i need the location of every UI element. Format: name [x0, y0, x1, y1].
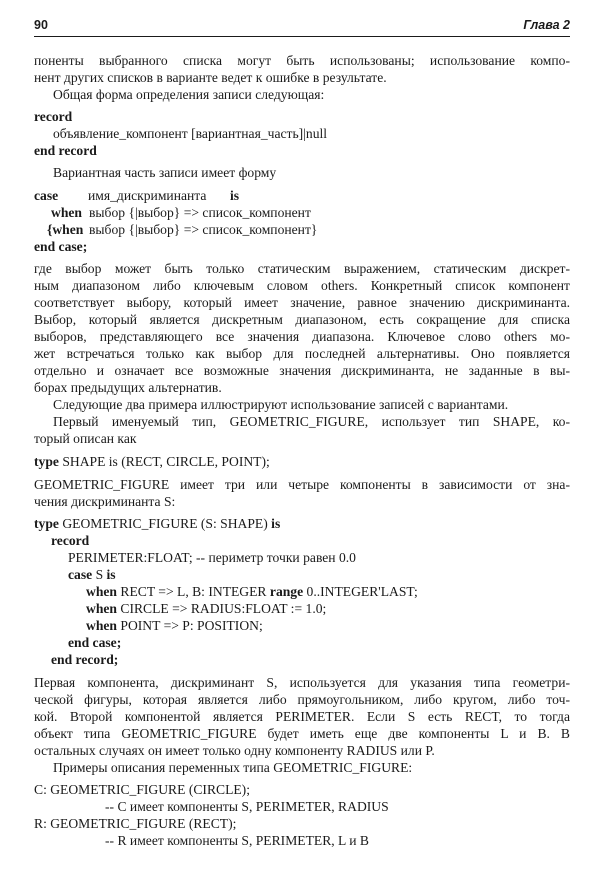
code-line: when POINT => P: POSITION;	[86, 618, 263, 633]
text-line: торый описан как	[34, 431, 137, 446]
text-line: Общая форма определения записи следующая:	[53, 87, 325, 102]
code-line: end case;	[34, 239, 88, 254]
code-line: case имя_дискриминанта is	[34, 188, 240, 203]
code-line: record	[34, 109, 73, 124]
code-line: {when выбор {|выбор} => список_компонент}	[47, 222, 318, 237]
code-line: -- C имеет компоненты S, PERIMETER, RADIUS	[105, 799, 389, 814]
code-line: end record	[34, 143, 97, 158]
text-line: жет встречаться только как выбор для последней альтернативы. Оно появляется	[34, 346, 570, 361]
code-line: end record;	[51, 652, 119, 667]
code-line: end case;	[68, 635, 122, 650]
text-line: объект типа GEOMETRIC_FIGURE будет иметь еще две компоненты L и B. В	[34, 726, 570, 741]
text-line: нент других списков в варианте ведет к ошибке в результате.	[34, 70, 387, 85]
chapter-title: Глава 2	[523, 18, 570, 32]
text-line: Первый именуемый тип, GEOMETRIC_FIGURE, использует тип SHAPE, ко-	[53, 414, 570, 429]
text-line: ным диапазоном либо ключевым словом others. Конкретный список компонент	[34, 278, 570, 293]
code-line: объявление_компонент [вариантная_часть]|null	[53, 126, 328, 141]
text-line: кой. Второй компонентой является PERIMETER. Если S есть RECT, то тогда	[34, 709, 570, 724]
page-number: 90	[34, 18, 48, 32]
code-line: type GEOMETRIC_FIGURE (S: SHAPE) is	[34, 516, 281, 531]
text-line: борах предыдущих альтернатив.	[34, 380, 222, 395]
code-line: when CIRCLE => RADIUS:FLOAT := 1.0;	[86, 601, 327, 616]
text-line: Выбор, который является дискретным диапазоном, есть сокращение для списка	[34, 312, 570, 327]
text-line: чения дискриминанта S:	[34, 494, 176, 509]
text-line: соответствует выбору, который имеет значение, равное значению дискриминанта.	[34, 295, 570, 310]
text-line: ческой фигуры, которая является либо прямоугольником, либо кругом, либо точ-	[34, 692, 570, 707]
text-line: Примеры описания переменных типа GEOMETRIC_FIGURE:	[53, 760, 413, 775]
text-line: остальных случаях он имеет только одну компоненту RADIUS или P.	[34, 743, 435, 758]
code-line: PERIMETER:FLOAT; -- периметр точки равен 0.0	[68, 550, 356, 565]
text-line: выборов, представляющего все значения диапазона. Ключевое слово others мо-	[34, 329, 570, 344]
code-line: R: GEOMETRIC_FIGURE (RECT);	[34, 816, 237, 831]
text-line: Вариантная часть записи имеет форму	[53, 165, 277, 180]
code-line: type SHAPE is (RECT, CIRCLE, POINT);	[34, 454, 270, 469]
text-line: Первая компонента, дискриминант S, используется для указания типа геометри-	[34, 675, 570, 690]
code-line: -- R имеет компоненты S, PERIMETER, L и B	[105, 833, 369, 848]
text-line: поненты выбранного списка могут быть использованы; использование компо-	[34, 53, 570, 68]
code-line: case S is	[68, 567, 116, 582]
text-line: GEOMETRIC_FIGURE имеет три или четыре компоненты в зависимости от зна-	[34, 477, 570, 492]
text-line: Следующие два примера иллюстрируют использование записей с вариантами.	[53, 397, 509, 412]
text-line: отдельно и означает все возможные значения дискриминанта, не заданные в вы-	[34, 363, 570, 378]
running-header	[34, 16, 570, 37]
code-line: when RECT => L, B: INTEGER range 0..INTEGER'LAST;	[86, 584, 418, 599]
code-line: record	[51, 533, 90, 548]
text-line: где выбор может быть только статическим выражением, статическим дискрет-	[34, 261, 570, 276]
code-line: C: GEOMETRIC_FIGURE (CIRCLE);	[34, 782, 250, 797]
code-line: when выбор {|выбор} => список_компонент	[51, 205, 311, 220]
